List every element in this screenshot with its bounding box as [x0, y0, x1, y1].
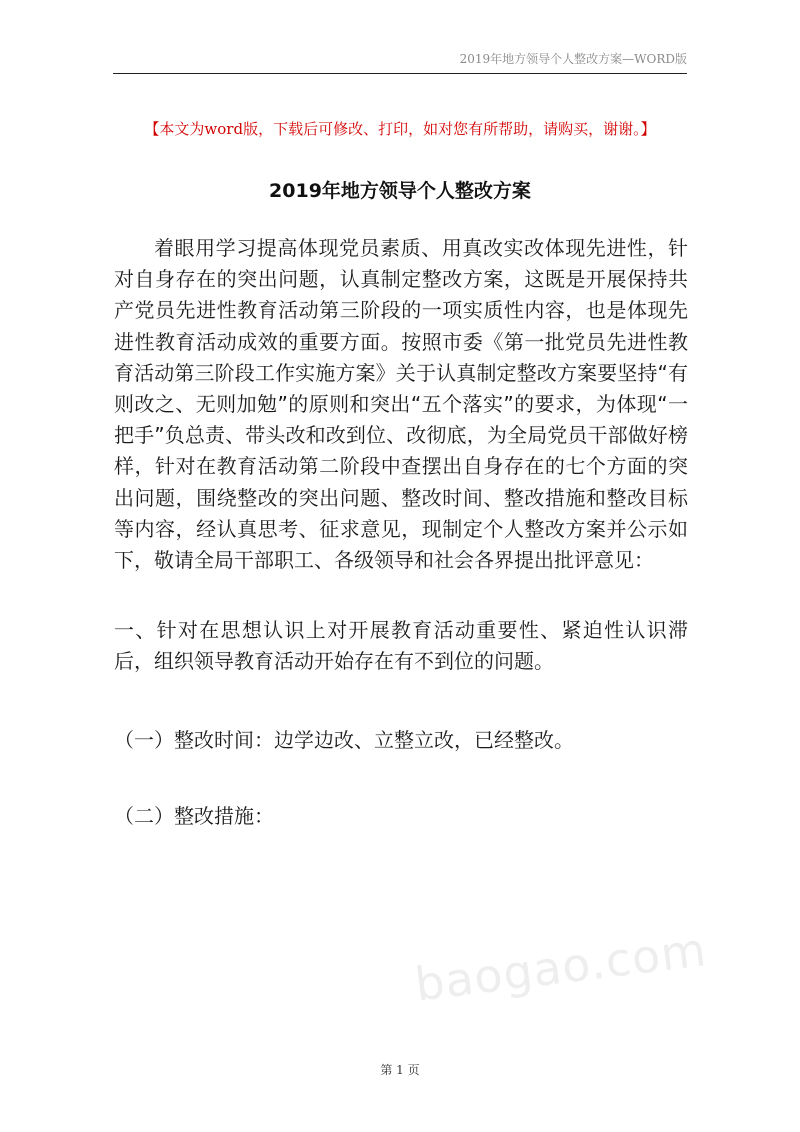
subsection-time: （一）整改时间：边学边改、立整立改，已经整改。	[114, 727, 574, 752]
running-header: 2019年地方领导个人整改方案—WORD版	[459, 52, 687, 66]
section-heading-1: 一、针对在思想认识上对开展教育活动重要性、紧迫性认识滞后，组织领导教育活动开始存在有不到位的问题。	[114, 618, 688, 674]
document-body	[114, 233, 688, 832]
intro-paragraph: 着眼用学习提高体现党员素质、用真改实改体现先进性，针对自身存在的突出问题，认真制定整改方案，这既是开展保持共产党员先进性教育活动第三阶段的一项实质性内容，也是体现先进性教育活动成效的重要方面。按照市委《第一批党员先进性教育活动第三阶段工作实施方案》关于认真制定整改方案要坚持“有则改之、无则加勉”的原则和突出“五个落实”的要求，为体现“一把手”负总责、带头改和改到位、改彻底，为全局党员干部做好榜样，针对在教育活动第二阶段中查摆出自身存在的七个方面的突出问题，围绕整改的突出问题、整改时间、整改措施和整改目标等内容，经认真思考、征求意见，现制定个人整改方案并公示如下，敬请全局干部职工、各级领导和社会各界提出批评意见：	[114, 236, 688, 573]
watermark: baogao.com	[412, 922, 710, 1012]
purchase-notice: 【本文为word版，下载后可修改、打印，如对您有所帮助，请购买，谢谢。】	[144, 120, 656, 138]
page-number: 第 1 页	[380, 1063, 420, 1077]
subsection-measures: （二）整改措施：	[114, 803, 274, 828]
document-title: 2019年地方领导个人整改方案	[269, 180, 531, 202]
header-divider	[113, 73, 687, 74]
